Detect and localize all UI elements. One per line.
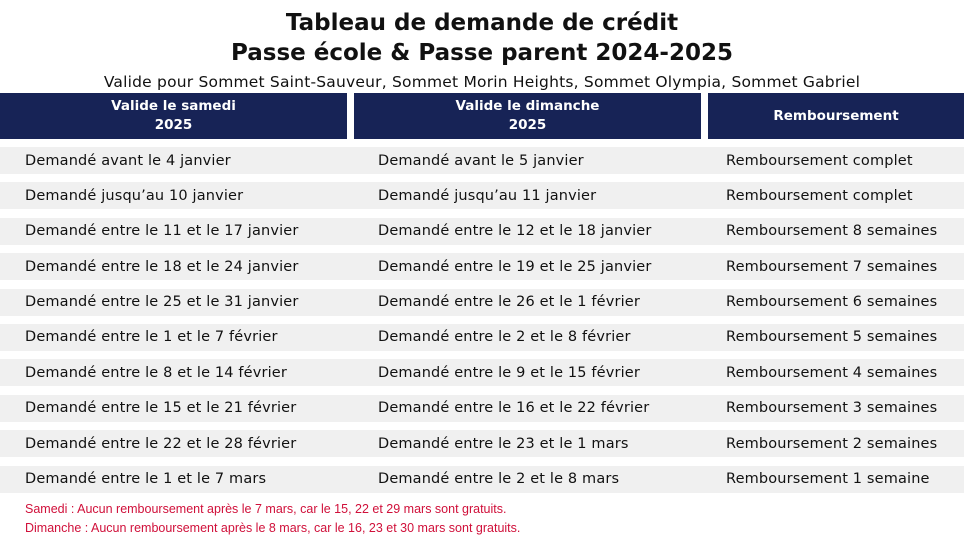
credit-table	[0, 93, 964, 501]
cell-refund: Remboursement complet	[726, 152, 913, 169]
cell-sunday: Demandé entre le 12 et le 18 janvier	[378, 223, 652, 240]
cell-sunday: Demandé entre le 2 et le 8 février	[378, 329, 631, 346]
header-saturday-year: 2025	[154, 117, 193, 133]
cell-refund: Remboursement 8 semaines	[726, 223, 938, 240]
page-title: Tableau de demande de crédit	[285, 10, 679, 36]
header-sunday	[354, 93, 701, 139]
cell-refund: Remboursement complet	[726, 187, 913, 204]
table-row	[0, 430, 964, 457]
header-refund	[708, 93, 964, 139]
table-row	[0, 359, 964, 386]
table-row	[0, 182, 964, 209]
cell-refund: Remboursement 6 semaines	[726, 294, 938, 311]
cell-sunday: Demandé entre le 9 et le 15 février	[378, 364, 640, 381]
cell-sunday: Demandé entre le 2 et le 8 mars	[378, 471, 620, 488]
cell-saturday: Demandé entre le 22 et le 28 février	[25, 435, 297, 452]
header-saturday	[0, 93, 347, 139]
header-saturday-label: Valide le samedi	[111, 98, 236, 114]
cell-sunday: Demandé entre le 19 et le 25 janvier	[378, 258, 652, 275]
cell-refund: Remboursement 3 semaines	[726, 400, 938, 417]
table-row	[0, 289, 964, 316]
cell-sunday: Demandé avant le 5 janvier	[378, 152, 584, 169]
cell-refund: Remboursement 4 semaines	[726, 364, 938, 381]
title-block	[0, 0, 964, 92]
cell-refund: Remboursement 5 semaines	[726, 329, 938, 346]
cell-sunday: Demandé entre le 16 et le 22 février	[378, 400, 650, 417]
cell-refund: Remboursement 7 semaines	[726, 258, 938, 275]
cell-refund: Remboursement 2 semaines	[726, 435, 938, 452]
header-refund-label: Remboursement	[773, 107, 899, 124]
footnotes	[25, 500, 520, 538]
table-row	[0, 466, 964, 493]
cell-sunday: Demandé entre le 26 et le 1 février	[378, 294, 640, 311]
header-sunday-year: 2025	[508, 117, 547, 133]
table-row	[0, 324, 964, 351]
page-subtitle-pass: Passe école & Passe parent 2024-2025	[231, 40, 733, 66]
table-row	[0, 253, 964, 280]
cell-saturday: Demandé entre le 25 et le 31 janvier	[25, 294, 299, 311]
cell-saturday: Demandé avant le 4 janvier	[25, 152, 231, 169]
cell-saturday: Demandé jusqu’au 10 janvier	[25, 187, 244, 204]
validity-note: Valide pour Sommet Saint-Sauveur, Sommet Morin Heights, Sommet Olympia, Sommet Gabriel	[103, 73, 861, 91]
table-row	[0, 395, 964, 422]
note-saturday: Samedi : Aucun remboursement après le 7 mars, car le 15, 22 et 29 mars sont gratuits.	[25, 502, 507, 516]
cell-saturday: Demandé entre le 11 et le 17 janvier	[25, 223, 299, 240]
header-sunday-label: Valide le dimanche	[455, 98, 600, 114]
cell-saturday: Demandé entre le 18 et le 24 janvier	[25, 258, 299, 275]
note-sunday: Dimanche : Aucun remboursement après le 8 mars, car le 16, 23 et 30 mars sont gratuits.	[25, 521, 521, 535]
cell-saturday: Demandé entre le 8 et le 14 février	[25, 364, 287, 381]
table-header	[0, 93, 964, 139]
cell-refund: Remboursement 1 semaine	[726, 471, 930, 488]
table-body	[0, 147, 964, 493]
cell-saturday: Demandé entre le 15 et le 21 février	[25, 400, 297, 417]
cell-saturday: Demandé entre le 1 et le 7 mars	[25, 471, 267, 488]
table-row	[0, 218, 964, 245]
table-row	[0, 147, 964, 174]
cell-saturday: Demandé entre le 1 et le 7 février	[25, 329, 278, 346]
cell-sunday: Demandé jusqu’au 11 janvier	[378, 187, 597, 204]
cell-sunday: Demandé entre le 23 et le 1 mars	[378, 435, 629, 452]
